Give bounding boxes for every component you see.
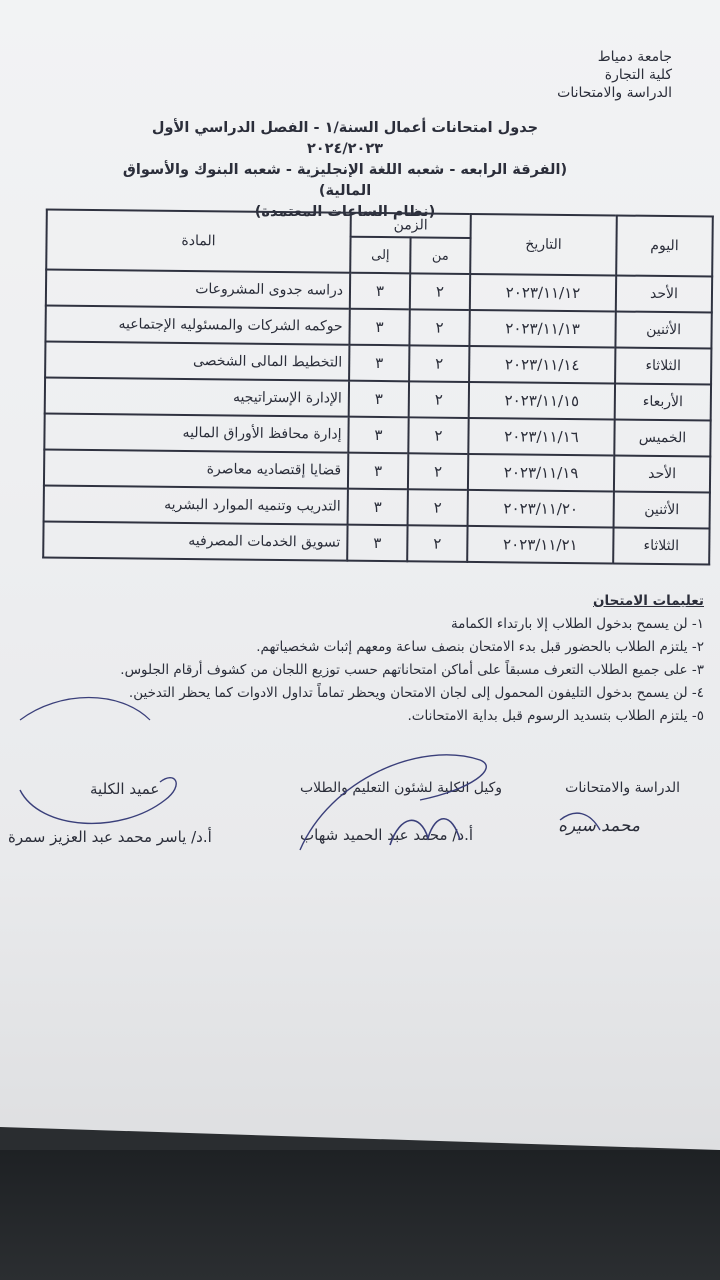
row-from: ٢: [408, 417, 468, 454]
header-date: التاريخ: [470, 214, 617, 276]
row-day: الأثنين: [615, 311, 711, 348]
row-day: الأحد: [616, 275, 712, 312]
header-time: الزمن: [351, 213, 471, 238]
row-to: ٣: [349, 345, 409, 382]
instruction-item: ٥- يلتزم الطلاب بتسديد الرسوم قبل بداية الامتحانات.: [407, 708, 704, 724]
row-subject: دراسه جدوى المشروعات: [46, 270, 350, 309]
row-subject: الإدارة الإستراتيجيه: [45, 378, 349, 417]
instructions-heading: تعليمات الامتحان: [593, 593, 704, 609]
department-name: الدراسة والامتحانات: [557, 85, 672, 101]
background-surface: [0, 1150, 720, 1280]
row-subject: تسويق الخدمات المصرفيه: [43, 522, 347, 561]
row-from: ٢: [409, 309, 469, 346]
row-day: الثلاثاء: [613, 527, 709, 564]
title-year: ٢٠٢٤/٢٠٢٣: [306, 141, 384, 157]
row-day: الأحد: [614, 455, 710, 492]
row-from: ٢: [409, 345, 469, 382]
vice-dean-name: أ.د/ محمد عبد الحميد شهاب: [300, 826, 474, 844]
exams-signature-title: الدراسة والامتحانات: [565, 780, 680, 796]
row-to: ٣: [348, 417, 408, 454]
exam-schedule-table: [42, 209, 714, 566]
header-subject: المادة: [46, 210, 351, 273]
row-subject: إدارة محافظ الأوراق الماليه: [44, 414, 348, 453]
row-day: الأثنين: [614, 491, 710, 528]
row-to: ٣: [349, 381, 409, 418]
row-to: ٣: [348, 453, 408, 490]
row-date: ٢٠٢٣/١١/٢١: [467, 526, 613, 564]
faculty-name: كلية التجارة: [604, 67, 672, 83]
table-row: [43, 522, 709, 565]
header-from: من: [410, 237, 470, 274]
instruction-item: ٤- لن يسمح بدخول التليفون المحمول إلى لجان الامتحان ويحظر تماماً تداول الادوات كما يحظر التدخين.: [128, 685, 704, 701]
row-date: ٢٠٢٣/١١/١٣: [469, 310, 615, 348]
row-to: ٣: [350, 273, 410, 310]
row-date: ٢٠٢٣/١١/٢٠: [468, 490, 614, 528]
row-date: ٢٠٢٣/١١/١٤: [469, 346, 615, 384]
vice-dean-title: وكيل الكلية لشئون التعليم والطلاب: [300, 780, 503, 796]
row-subject: التخطيط المالى الشخصى: [45, 342, 349, 381]
header-to: إلى: [350, 237, 410, 274]
row-from: ٢: [410, 273, 470, 310]
row-day: الثلاثاء: [615, 347, 711, 384]
row-subject: التدريب وتنميه الموارد البشريه: [44, 486, 348, 525]
exams-signature-name: محمد سيره: [558, 816, 640, 836]
row-subject: حوكمه الشركات والمسئوليه الإجتماعيه: [45, 306, 349, 345]
row-from: ٢: [409, 381, 469, 418]
row-to: ٣: [348, 489, 408, 526]
instruction-item: ٣- على جميع الطلاب التعرف مسبقاً على أماكن امتحاناتهم حسب توزيع اللجان من كشوف أرقام الجلوس.: [120, 662, 704, 678]
university-name: جامعة دمياط: [597, 49, 672, 65]
row-to: ٣: [349, 309, 409, 346]
row-to: ٣: [347, 525, 407, 562]
row-date: ٢٠٢٣/١١/١٢: [470, 274, 616, 312]
title-line-3: (الفرقة الرابعه - شعبه اللغة الإنجليزية - شعبه البنوك والأسواق المالية): [122, 162, 568, 199]
row-subject: قضايا إقتصاديه معاصرة: [44, 450, 348, 489]
exam-instructions: [14, 590, 704, 728]
header-day: اليوم: [616, 215, 713, 276]
dean-title: عميد الكلية: [90, 780, 160, 798]
instruction-item: ٢- يلتزم الطلاب بالحضور قبل بدء الامتحان بنصف ساعة ومعهم إثبات شخصياتهم.: [256, 639, 704, 655]
instruction-item: ١- لن يسمح بدخول الطلاب إلا بارتداء الكمامة: [450, 616, 704, 632]
row-from: ٢: [408, 489, 468, 526]
dean-name: أ.د/ ياسر محمد عبد العزيز سمرة: [8, 828, 212, 846]
row-day: الخميس: [614, 419, 710, 456]
title-line-1: جدول امتحانات أعمال السنة/١ - الفصل الدراسي الأول: [151, 120, 539, 136]
title-line-4: (نظام الساعات المعتمدة): [254, 204, 436, 220]
document-title: [95, 118, 595, 223]
row-from: ٢: [407, 525, 467, 562]
letterhead: [472, 48, 672, 102]
row-day: الأربعاء: [615, 383, 711, 420]
row-date: ٢٠٢٣/١١/١٩: [468, 454, 614, 492]
table-header-row: [47, 210, 713, 241]
row-from: ٢: [408, 453, 468, 490]
row-date: ٢٠٢٣/١١/١٥: [469, 382, 615, 420]
row-date: ٢٠٢٣/١١/١٦: [468, 418, 614, 456]
